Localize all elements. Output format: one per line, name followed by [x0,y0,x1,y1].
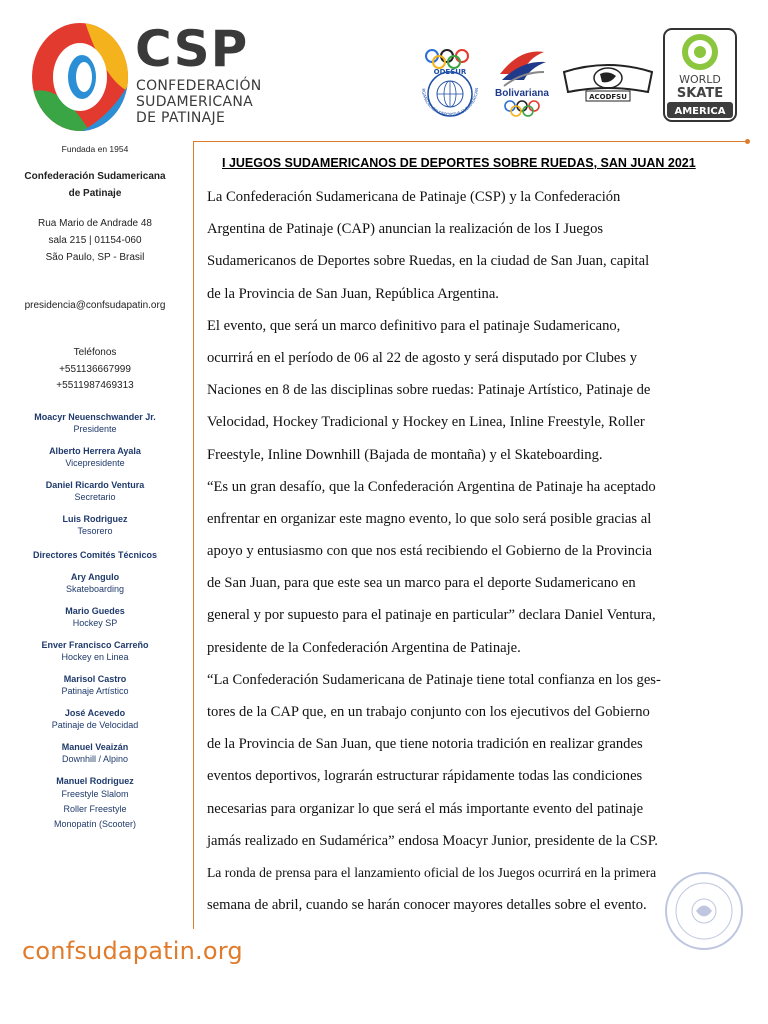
acodfsu-logo [562,58,654,102]
org-name-line: de Patinaje [68,188,122,199]
director-name: Manuel Rodriguez [56,775,134,786]
world-skate-line: SKATE [676,86,724,101]
body-line: Argentina de Patinaje (CAP) anuncian la realización de los I Juegos [207,221,604,238]
director-name: Marisol Castro [63,673,127,684]
sidebar [0,142,190,842]
body-line: La Confederación Sudamericana de Patinaje (CSP) y la Confederación [207,189,621,205]
header-divider [193,141,747,142]
address [0,215,190,266]
body-line: El evento, que será un marco definitivo para el patinaje Sudamericano, [207,317,621,334]
officer-name: Moacyr Neuenschwander Jr. [34,411,156,422]
body-line: apoyo y entusiasmo con que nos está recibiendo el Gobierno de la Provincia [207,543,652,560]
body-text [207,181,717,921]
org-name [0,168,190,202]
body-line: ocurrirá en el período de 06 al 22 de agosto y será disputado por Clubes y [207,349,637,366]
director-role: Skateboarding [65,583,125,594]
officer-role: Tesorero [77,525,113,536]
body-line: de San Juan, para que este sea un marco para el deporte Sudamericano en [207,575,636,592]
official-seal-stamp [663,870,745,952]
document-title: I JUEGOS SUDAMERICANOS DE DEPORTES SOBRE RUEDAS, SAN JUAN 2021 [222,156,696,170]
org-name-line: Confederación Sudamericana [24,171,166,182]
director-role: Hockey SP [72,617,118,628]
phones-label: Teléfonos [73,347,117,358]
world-skate-line: AMERICA [674,106,726,117]
body-line: presidente de la Confederación Argentina de Patinaje. [207,639,521,656]
address-line: São Paulo, SP - Brasil [45,252,145,263]
founded-text: Fundada en 1954 [61,144,129,154]
csp-logo-word: CSP [135,20,249,78]
officer-entry [0,411,190,435]
body-line: La ronda de prensa para el lanzamiento oficial de los Juegos ocurrirá en la primera [207,864,657,880]
director-entry [0,707,190,731]
odesur-label: ODESUR [433,68,467,76]
odesur-ring-text: RGANIZACIÓN DEPORTIVA SUDAMERICAN [420,87,480,118]
csp-logo-subtitle [136,78,262,126]
phone-number: +551136667999 [59,363,131,375]
body-line: eventos deportivos, lograrán estructurar rápidamente todas las condiciones [207,768,643,785]
body-line: tores de la CAP que, en un trabajo conjunto con los ejecutivos del Gobierno [207,704,650,720]
director-role: Downhill / Alpino [61,753,129,764]
officers-list [0,411,190,537]
director-entry [0,605,190,629]
divider-end-dot [745,139,750,144]
sidebar-divider [193,141,194,929]
directors-list [0,571,190,832]
csp-logo-sub-line: DE PATINAJE [136,110,226,126]
body-line: de la Provincia de San Juan, República Argentina. [207,285,499,302]
director-name: Manuel Veaizán [61,741,129,752]
director-name: José Acevedo [64,707,126,718]
directors-heading: Directores Comités Técnicos [32,549,158,560]
body-line: Velocidad, Hockey Tradicional y Hockey en Linea, Inline Freestyle, Roller [207,414,645,431]
officer-entry [0,479,190,503]
body-line: semana de abril, cuando se harán conocer mayores detalles sobre el evento. [207,897,647,914]
contact-email[interactable]: presidencia@confsudapatin.org [24,300,166,311]
body-line: Sudamericanos de Deportes sobre Ruedas, en la ciudad de San Juan, capital [207,253,650,270]
body-line: “La Confederación Sudamericana de Patinaje tiene total confianza en los ges- [207,671,661,688]
officer-entry [0,513,190,537]
officer-name: Luis Rodriguez [62,513,128,524]
body-line: jamás realizado en Sudamérica” endosa Moacyr Junior, presidente de la CSP. [207,832,658,849]
website-link[interactable]: confsudapatin.org [22,937,243,965]
director-role: Patinaje Artístico [61,685,129,696]
officer-role: Secretario [74,491,116,502]
body-line: general y por supuesto para el patinaje en particular” declara Daniel Ventura, [207,607,656,624]
body-line: necesarias para organizar lo que será el más importante evento del patinaje [207,800,644,817]
world-skate-america-logo [663,28,737,122]
address-line: Rua Mario de Andrade 48 [38,218,152,229]
director-role: Patinaje de Velocidad [51,719,139,730]
director-entry [0,775,190,832]
acodfsu-label: ACODFSU [589,93,627,101]
world-skate-line: WORLD [679,73,721,86]
odesur-logo [410,46,490,122]
csp-logo-mark [30,22,130,132]
csp-logo-sub-line: CONFEDERACIÓN [136,78,262,94]
director-name: Mario Guedes [65,605,125,616]
address-line: sala 215 | 01154-060 [48,235,142,246]
body-line: Naciones en 8 de las disciplinas sobre ruedas: Patinaje Artístico, Patinaje de [207,382,651,399]
director-entry [0,741,190,765]
phones-block [0,345,190,395]
phone-number: +5511987469313 [56,380,134,391]
director-role: Hockey en Linea [61,651,129,662]
body-line: “Es un gran desafío, que la Confederación Argentina de Patinaje ha aceptado [207,478,656,495]
body-line: enfrentar en organizar este magno evento, lo que solo será posible gracias al [207,510,652,527]
director-name: Ary Angulo [70,571,120,582]
director-role: Monopatín (Scooter) [53,818,137,829]
director-role: Roller Freestyle [63,803,127,814]
officer-entry [0,445,190,469]
officer-role: Vicepresidente [65,457,125,468]
body-line: de la Provincia de San Juan, que tiene notoria tradición en realizar grandes [207,736,643,753]
officer-role: Presidente [73,423,117,434]
director-entry [0,639,190,663]
body-line: Freestyle, Inline Downhill (Bajada de montaña) y el Skateboarding. [207,446,603,463]
officer-name: Alberto Herrera Ayala [49,445,141,456]
director-name: Enver Francisco Carreño [41,639,149,650]
director-entry [0,673,190,697]
director-entry [0,571,190,595]
bolivariana-label: Bolivariana [495,88,549,99]
bolivariana-logo [492,44,552,122]
director-role: Freestyle Slalom [61,788,129,799]
csp-logo-sub-line: SUDAMERICANA [136,94,254,110]
officer-name: Daniel Ricardo Ventura [45,479,145,490]
